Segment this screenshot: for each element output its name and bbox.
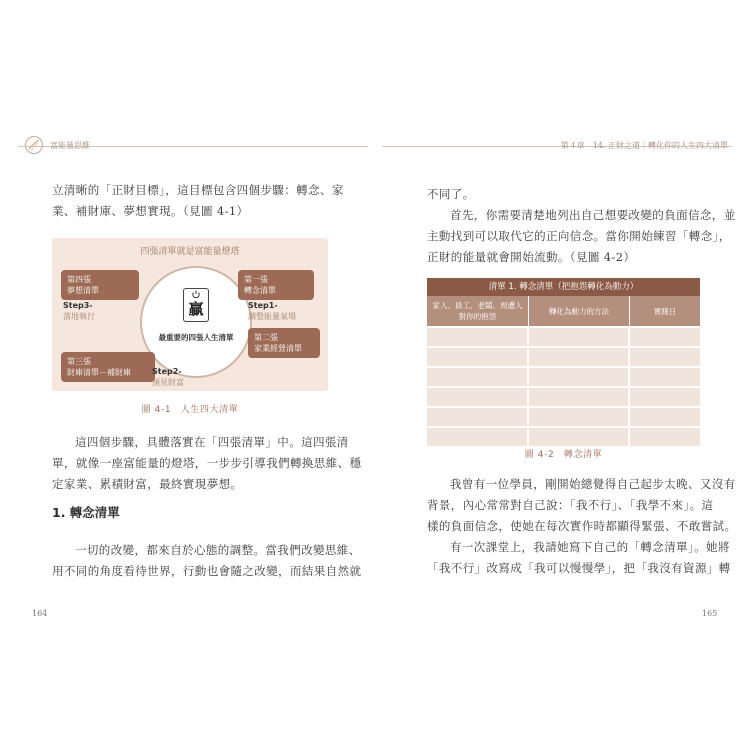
mindset-list-table: [427, 278, 700, 446]
table-cell: [529, 388, 630, 406]
table-cell: [427, 348, 529, 366]
box-dream-list: 第四張 夢想清單: [61, 270, 139, 300]
figure-center-circle: [140, 266, 252, 378]
table-row: [427, 368, 700, 386]
table-cell: [427, 408, 529, 426]
running-header-left: 富能量思維: [50, 141, 90, 150]
box-family-business-list: 第二張 家業經營清單: [248, 328, 320, 358]
table-cell: [529, 368, 630, 386]
step2-sub: 預見財富: [152, 378, 184, 387]
table-cell: [427, 368, 529, 386]
table-row: [427, 408, 700, 426]
table-header-method: 轉化為動力的方法: [529, 296, 630, 326]
table-cell: [427, 328, 529, 346]
table-title: 清單 1. 轉念清單（把抱怨轉化為動力）: [427, 278, 700, 296]
step3-label: Step3-: [63, 301, 93, 310]
table-cell: [427, 388, 529, 406]
figure-four-lists: [52, 238, 328, 391]
step2-label: Step2-: [152, 367, 182, 376]
table-cell: [630, 328, 700, 346]
table-cell: [529, 408, 630, 426]
table-cell: [529, 348, 630, 366]
figure-center-text: 最重要的四張人生清單: [158, 333, 234, 342]
box-mindset-list: 第一張 轉念清單: [238, 270, 314, 300]
table-cell: [427, 428, 529, 446]
table-cell: [529, 428, 630, 446]
figure-caption-4-2: 圖 4-2 轉念清單: [524, 450, 603, 460]
table-cell: [630, 408, 700, 426]
table-row: [427, 348, 700, 366]
table-header-complaints: 家人、員工、老闆、周遭人對你的抱怨: [427, 296, 529, 326]
step3-sub: 落地執行: [63, 312, 95, 321]
table-cell: [630, 368, 700, 386]
left-intro-paragraph: 立清晰的「正財目標」，這目標包含四個步驟：轉念、家 業、補財庫、夢想實現。（見圖 4-1）: [52, 183, 344, 218]
step1-label: Step1-: [248, 301, 278, 310]
table-header-row: [427, 296, 700, 326]
win-character: 贏: [188, 300, 204, 318]
brand-logo-icon: [24, 135, 44, 155]
left-paragraph-2: 這四個步驟，具體落實在「四張清單」中。這四張清 單，就像一座富能量的燈塔，一步步引導我們轉換思維、穩 定家業、累積財富，最終實現夢想。: [52, 435, 362, 491]
table-cell: [630, 428, 700, 446]
box-treasury-list: 第三張 財庫清單－補財庫: [61, 352, 155, 382]
table-row: [427, 428, 700, 446]
table-cell: [529, 328, 630, 346]
table-row: [427, 328, 700, 346]
step1-sub: 調整能量氣場: [248, 312, 296, 321]
page-number-left: 164: [32, 609, 48, 618]
figure-caption-4-1: 圖 4-1 人生四大清單: [141, 405, 239, 415]
section-heading: 1. 轉念清單: [52, 505, 120, 520]
left-paragraph-3: 一切的改變，都來自於心態的調整。當我們改變思維、 用不同的角度看待世界，行動也會隨之改變，而結果自然就: [52, 543, 362, 578]
right-paragraph-2: 我曾有一位學員，剛開始總覺得自己起步太晚、又沒有 背景，內心常常對自己說：「我不行」、「我學不來」。這 樣的負面信念，使她在每次實作時都顯得緊張、不敢嘗試。 有一次課堂上，我請她寫下自己的「轉念清單」。她將 「我不行」改寫成「我可以慢慢學」，把「我沒有資源」轉: [427, 477, 737, 575]
table-cell: [630, 348, 700, 366]
page-number-right: 165: [702, 609, 718, 618]
table-cell: [630, 388, 700, 406]
right-paragraph-1: 不同了。 首先，你需要清楚地列出自己想要改變的負面信念，並 主動找到可以取代它的正向信念。當你開始練習「轉念」， 正財的能量就會開始流動。（見圖 4-2）: [427, 187, 736, 264]
table-row: [427, 388, 700, 406]
figure-title: 四張清單就是富能量燈塔: [140, 247, 240, 257]
running-header-right: 第４章 14. 正財之道｜轉化你的人生四大清單: [560, 141, 728, 150]
table-header-date: 實踐日: [653, 306, 677, 316]
